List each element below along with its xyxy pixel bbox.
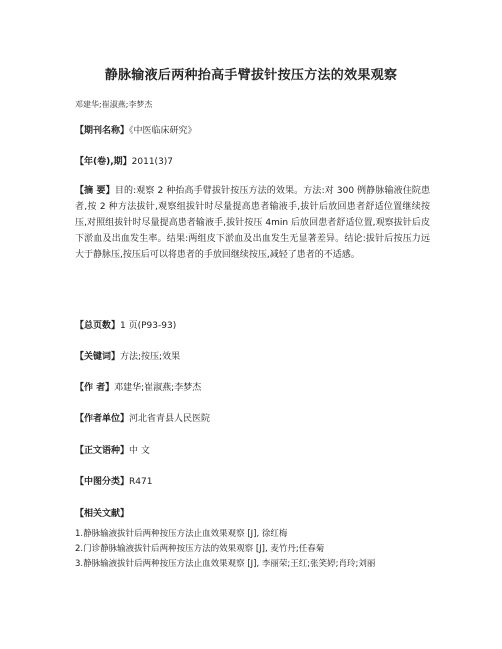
document-title: 静脉输液后两种抬高手臂拔针按压方法的效果观察 — [104, 68, 398, 83]
affiliation-value: 河北省青县人民医院 — [129, 414, 211, 424]
related-item[interactable]: 3.静脉输液拔针后两种按压方法止血效果观察 [J], 李丽荣;王红;张笑婷;肖玲;刘丽 — [75, 559, 376, 569]
keywords-value: 方法;按压;效果 — [120, 352, 181, 362]
related-item[interactable]: 2.门诊静脉输液拔针后两种按压方法的效果观察 [J], 麦竹丹;任春菊 — [75, 544, 325, 554]
year-label: 【年(卷),期】 — [75, 157, 132, 167]
language-field — [75, 443, 430, 459]
keywords-label: 【关键词】 — [75, 352, 121, 362]
journal-field — [75, 123, 430, 139]
year-field — [75, 154, 430, 170]
pages-label: 【总页数】 — [75, 321, 121, 331]
classification-field — [75, 474, 430, 490]
author-value: 邓建华;崔淑燕;李梦杰 — [114, 383, 202, 393]
language-label: 【正文语种】 — [75, 446, 130, 456]
related-item[interactable]: 1.静脉输液拔针后两种按压方法止血效果观察 [J], 徐红梅 — [75, 529, 288, 539]
related-list — [75, 527, 435, 572]
affiliation-field — [75, 411, 430, 427]
abstract-label: 【摘 要】 — [75, 186, 115, 196]
author-line: 邓建华;崔淑燕;李梦杰 — [75, 100, 153, 109]
journal-label: 【期刊名称】 — [75, 126, 130, 136]
classification-label: 【中图分类】 — [75, 477, 130, 487]
keywords-field — [75, 349, 430, 365]
pages-field — [75, 318, 430, 334]
abstract-text: 目的:观察 2 种抬高手臂拔针按压方法的效果。方法:对 300 例静脉输液住院患者,按 2 种方法拔针,观察组拔针时尽量提高患者输液手,拔针后放回患者舒适位置继续按压,对照组拔针时尽量提高患者输液手,拔针按压 4min 后放回患者舒适位置,观察拔针后皮下淤血及出血发生率。结果:两组皮下淤血及出血发生无显著差异。结论:拔针后按压力远大于静脉压,按压后可以将患者的手放回继续按压,减轻了患者的不适感。 — [75, 186, 430, 260]
affiliation-label: 【作者单位】 — [75, 414, 130, 424]
year-value: 2011(3)7 — [131, 157, 174, 167]
journal-value: 《中医临床研究》 — [129, 126, 197, 136]
pages-value: 1 页(P93-93) — [120, 321, 177, 331]
classification-value: R471 — [129, 477, 153, 487]
author-label: 【作 者】 — [75, 383, 115, 393]
abstract-block — [75, 183, 430, 263]
author-field — [75, 380, 430, 396]
related-heading: 【相关文献】 — [75, 509, 130, 519]
language-value: 中 文 — [129, 446, 150, 456]
